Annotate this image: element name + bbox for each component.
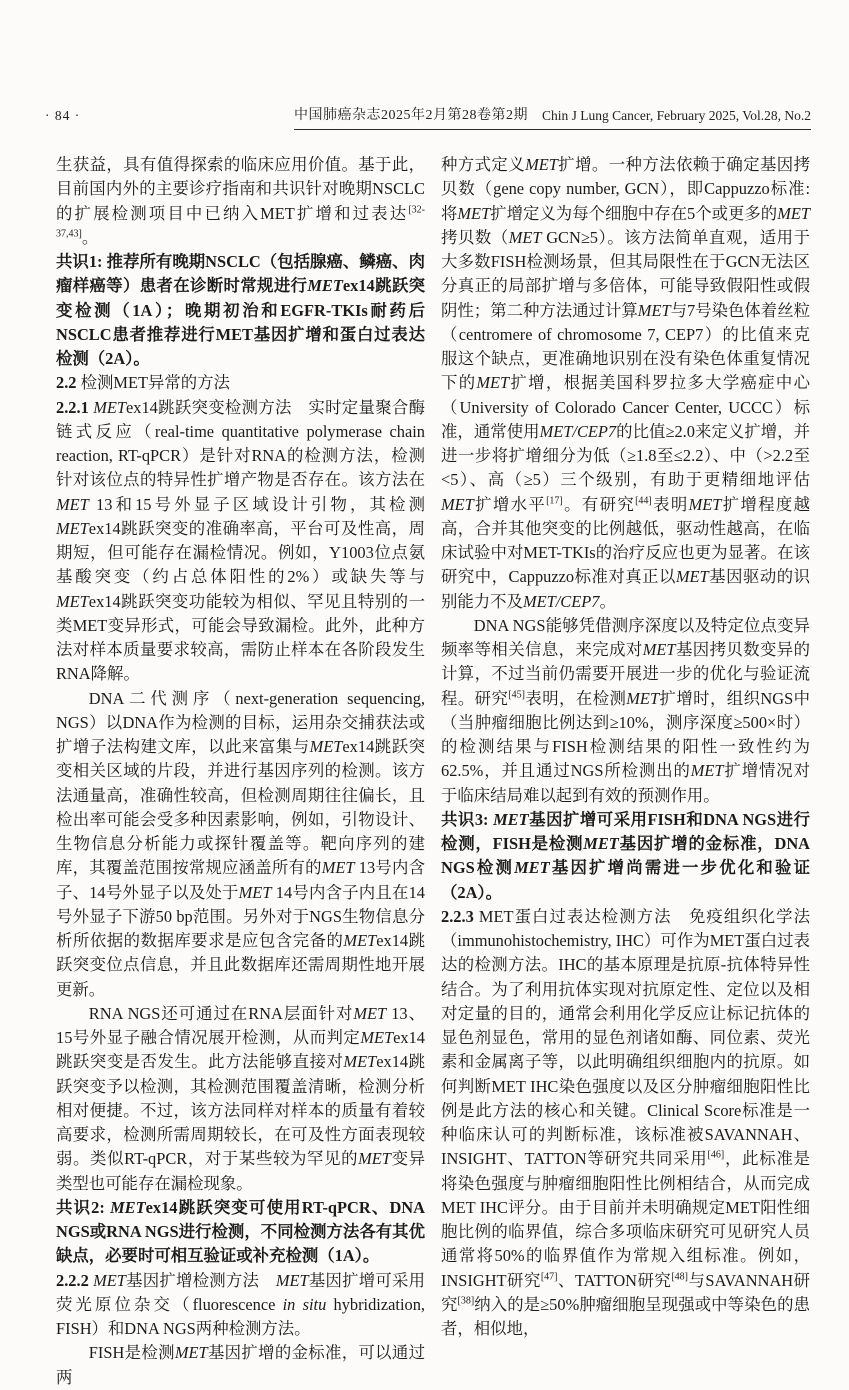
text-run: 。 [81, 227, 99, 247]
text-run: 基因拷贝数变异的计算，不过当前仍需要开展进一步的优化与验证流程。研究 [441, 640, 811, 708]
text-run: MET [238, 882, 272, 902]
citation-reference: [17] [546, 495, 563, 507]
text-run: 。 [599, 591, 616, 611]
text-run: 与SAVANNAH研究 [441, 1270, 811, 1314]
section-2-2-2 [56, 1269, 425, 1342]
text-run: MET [309, 737, 343, 756]
text-run: MET [525, 155, 558, 174]
paragraph-continuation [56, 153, 425, 250]
citation-reference: [44] [635, 495, 652, 507]
text-run: 扩增时，组织NGS中（当肿瘤细胞比例达到≥10%，测序深度≥500×时）的检测结果与FISH检测结果的阳性一致性约为62.5%，并且通过NGS所检测出的 [441, 688, 811, 781]
text-run: ex14跳跃突变可使用RT-qPCR、DNA NGS或RNA NGS进行检测，不同检测方法各有其优缺点，必要时可相互验证或补充检测（1A）。 [56, 1197, 425, 1266]
text-run: MET [476, 373, 510, 393]
text-run: MET [307, 276, 343, 296]
text-run: 、TATTON研究 [557, 1270, 672, 1290]
text-run: 检测MET异常的方法 [76, 373, 230, 393]
text-run: MET [353, 1003, 387, 1023]
text-run: 2.2.3 [441, 906, 474, 926]
text-run: MET蛋白过表达检测方法 免疫组织化学法（immunohistochemistry, IHC）可作为MET蛋白过表达的检测方法。IHC的基本原理是抗原-抗体特异性结合。为了利用抗体实现对抗原定性、定位以及相对定量的目的，通常会利用化学反应让标记抗体的显色剂显色，常用的显色剂诸如酶、同位素、荧光素和金属离子等，以此明确组织细胞内的抗原。如何判断MET IHC染色强度以及区分肿瘤细胞阳性比例是此方法的核心和关键。Clinical Score标准是一种临床认可的判断标准，该标准被SAVANNAH、INSIGHT、TATTON等研究共同采用 [441, 906, 810, 1169]
section-2-2-1 [56, 396, 425, 687]
text-run: MET/CEP7 [539, 421, 617, 441]
section-2-2-3 [441, 905, 810, 1342]
text-run: MET [321, 858, 355, 878]
citation-reference: [38] [457, 1295, 475, 1307]
paragraph-dna-ngs-cnv [441, 614, 810, 808]
text-run: MET [637, 300, 671, 320]
text-run: ex14跳跃突变检测（1A）；晚期初治和EGFR-TKIs耐药后NSCLC患者推荐进行MET基因扩增和蛋白过表达检测（2A）。 [56, 276, 425, 368]
text-run: MET [56, 518, 89, 538]
text-run: MET [457, 203, 491, 223]
text-run: 变异类型也可能存在漏检现象。 [56, 1149, 425, 1193]
journal-title-en: Chin J Lung Cancer, February 2025, Vol.28, No.2 [542, 108, 811, 123]
text-run: RNA NGS还可通过在RNA层面针对 [88, 1003, 354, 1023]
citation-reference: [46] [707, 1149, 725, 1161]
text-run: MET [690, 761, 724, 781]
text-run: MET [688, 494, 722, 514]
text-run: 基因扩增可采用FISH和DNA NGS进行检测，FISH是检测 [441, 809, 810, 853]
section-heading-2-2 [56, 371, 425, 395]
text-run: ex14跳跃突变的准确率高，平台可及性高，周期短，但可能存在漏检情况。例如，Y1003位点氨基酸突变（约占总体阳性的2%）或缺失等与 [56, 518, 425, 587]
text-run: 扩增，根据美国科罗拉多大学癌症中心（University of Colorado Cancer Center, UCCC）标准，通常使用 [441, 373, 810, 441]
text-run: GCN≥5）。该方法简单直观，适用于大多数FISH检测场景，但其局限性在于GCN无法区分真正的局部扩增与多倍体，可能导致假阳性或假阴性；第二种方法通过计算 [441, 227, 811, 320]
text-run: MET [777, 203, 810, 223]
text-run: 基因扩增的金标准，DNA NGS检测 [441, 834, 810, 878]
consensus-3 [441, 808, 810, 905]
text-run: 基因扩增尚需进一步优化和验证（2A）。 [441, 858, 811, 902]
citation-reference: [47] [540, 1271, 558, 1283]
left-column [56, 153, 425, 1390]
text-run: 的比值≥2.0来定义扩增，并进一步将扩增细分为低（≥1.8至≤2.2）、中（>2.2至<5）、高（≥5）三个级别，有助于更精细地评估 [441, 421, 811, 490]
text-run: 2.2.2 [56, 1270, 89, 1290]
paragraph-fish-criteria [441, 153, 810, 614]
text-run: MET [514, 858, 550, 878]
text-run: MET [493, 809, 529, 829]
text-run: DNA二代测序（next-generation sequencing, NGS）以DNA作为检测的目标，运用杂交捕获法或扩增子法构建文库，以此来富集与 [56, 688, 425, 756]
text-run: MET [275, 1270, 309, 1290]
text-run: 扩增。一种方法依赖于确定基因拷贝数（gene copy number, GCN），即Cappuzzo标准: 将 [441, 155, 811, 223]
text-run: 共识2: [56, 1197, 111, 1217]
text-run: 13、15号外显子融合情况展开检测，从而判定 [56, 1003, 425, 1047]
text-run: 基因扩增可采用荧光原位杂交（fluorescence [56, 1270, 426, 1314]
text-run: MET [110, 1197, 146, 1217]
text-run: MET [675, 567, 709, 587]
text-run: ex14跳跃突变检测方法 实时定量聚合酶链式反应（real-time quantitative polymerase chain reaction, RT-qPCR）是针对RNA的检测方法，检测针对该位点的特异性扩增产物是否存在。该方法在 [56, 397, 425, 490]
text-run: 。有研究 [562, 494, 636, 514]
citation-reference: [32-37,43] [56, 204, 425, 240]
text-run: 基因扩增的金标准，可以通过两 [56, 1343, 426, 1387]
text-run: ex14跳跃突变功能较为相似、罕见且特别的一类MET变异形式，可能会导致漏检。此外，此种方法对样本质量要求较高，需防止样本在各阶段发生RNA降解。 [56, 591, 425, 684]
text-run: FISH是检测 [88, 1343, 175, 1363]
text-run: 13和15号外显子区域设计引物，其检测 [88, 494, 425, 514]
text-run: 生获益，具有值得探索的临床应用价值。基于此，目前国内外的主要诊疗指南和共识针对晚期NSCLC的扩展检测项目中已纳入MET扩增和过表达 [56, 155, 425, 223]
text-run: ex14跳跃突变予以检测，其检测范围覆盖清晰，检测分析相对便捷。不过，该方法同样对样本的质量有着较高要求，检测所需周期较长，在可及性方面表现较弱。类似RT-qPCR，对于某些较为罕见的 [56, 1052, 425, 1169]
citation-reference: [45] [508, 689, 525, 701]
citation-reference: [48] [671, 1271, 688, 1283]
journal-title-cn: 中国肺癌杂志2025年2月第28卷第2期 [294, 108, 529, 123]
text-run: ，此标准是将染色强度与肿瘤细胞阳性比例相结合，从而完成MET IHC评分。由于目前并未明确规定MET阳性细胞比例的临界值，综合多项临床研究可见研究人员通常将50%的临界值作为常规入组标准。例如，INSIGHT研究 [441, 1149, 810, 1290]
text-run: 基因驱动的识别能力不及 [441, 567, 810, 611]
text-run: 表明，在检测 [524, 688, 627, 708]
text-run: MET [642, 640, 676, 659]
text-run: ex14跳跃突变是否发生。此方法能够直接对 [56, 1028, 425, 1072]
text-run: 共识1: 推荐所有晚期NSCLC（包括腺癌、鳞癌、肉瘤样癌等）患者在诊断时常规进行 [56, 252, 425, 296]
text-run: 13号内含子、14号外显子以及处于 [56, 858, 426, 902]
paragraph-rna-ngs [56, 1002, 425, 1196]
text-run: 14号内含子内且在14号外显子下游50 bp范围。另外对于NGS生物信息分析所依据的数据库要求是应包含完备的 [56, 882, 425, 950]
text-run: MET [56, 494, 89, 514]
text-run: MET [93, 397, 126, 417]
text-run: 基因扩增检测方法 [125, 1270, 276, 1290]
text-run: 2.2.1 [56, 397, 89, 417]
text-run: 表明 [651, 494, 689, 514]
text-run: MET [358, 1149, 391, 1169]
text-run: 扩增情况对于临床结局难以起到有效的预测作用。 [441, 761, 810, 805]
consensus-1 [56, 250, 425, 371]
text-run: in situ [282, 1294, 327, 1314]
two-column-body [0, 130, 849, 1390]
text-run: MET [508, 227, 542, 247]
text-run: 与7号染色体着丝粒（centromere of chromosome 7, CEP7）的比值来克服这个缺点，更准确地识别在没有染色体重复情况下的 [441, 300, 810, 393]
text-run: MET [343, 931, 377, 950]
text-run: MET/CEP7 [522, 591, 600, 611]
text-run: 扩增定义为每个细胞中存在5个或更多的 [490, 203, 778, 223]
paragraph-fish-intro [56, 1341, 425, 1390]
text-run: 纳入的是≥50%肿瘤细胞呈现强或中等染色的患者，相似地， [441, 1294, 810, 1338]
text-run: hybridization, FISH）和DNA NGS两种检测方法。 [56, 1294, 425, 1338]
text-run: MET [583, 834, 619, 853]
text-run: 扩增程度越高，合并其他突变的比例越低，驱动性越高，在临床试验中对MET-TKIs的治疗反应也更为显著。在该研究中，Cappuzzo标准对真正以 [441, 494, 811, 587]
text-run: 2.2 [56, 373, 77, 393]
text-run: ex14跳跃突变位点信息，并且此数据库还需周期性地开展更新。 [56, 931, 425, 999]
text-run: MET [56, 591, 89, 611]
text-run: ex14跳跃突变相关区域的片段，并进行基因序列的检测。该方法通量高，准确性较高，但检测周期往往偏长，且检出率可能会受多种因素影响，例如，引物设计、生物信息分析能力或探针覆盖等。靶向序列的建库，其覆盖范围按常规应涵盖所有的 [56, 737, 425, 878]
text-run: MET [360, 1028, 394, 1047]
text-run: 拷贝数（ [441, 227, 509, 247]
text-run: 共识3: [441, 809, 494, 829]
page-header [0, 0, 849, 130]
page-number: · 84 · [45, 108, 81, 123]
journal-header-rule [294, 104, 811, 130]
text-run: 种方式定义 [441, 155, 526, 174]
text-run: 扩增水平 [473, 494, 547, 514]
right-column [441, 153, 810, 1390]
text-run: MET [174, 1343, 208, 1363]
text-run: MET [93, 1270, 126, 1290]
paragraph-dna-ngs [56, 687, 425, 1002]
text-run: MET [626, 688, 660, 708]
text-run: MET [441, 494, 474, 514]
consensus-2 [56, 1196, 425, 1269]
text-run: MET [343, 1052, 377, 1072]
text-run: DNA NGS能够凭借测序深度以及特定位点变异频率等相关信息，来完成对 [441, 615, 810, 659]
